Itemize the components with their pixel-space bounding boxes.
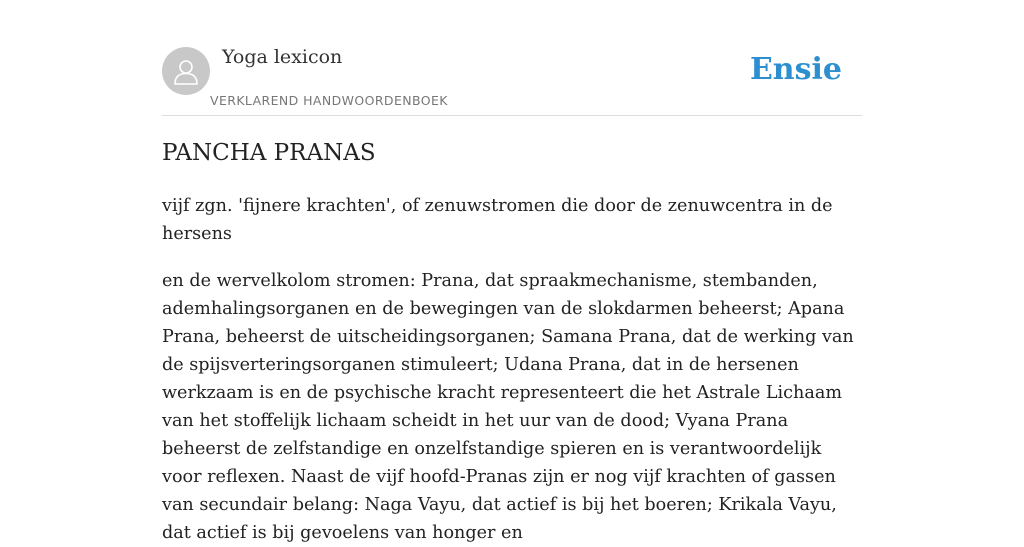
dictionary-title[interactable]: Yoga lexicon [222,46,343,68]
dictionary-header [162,0,862,116]
user-icon [171,56,201,86]
entry-title: PANCHA PRANAS [162,140,376,166]
dictionary-subtitle: VERKLAREND HANDWOORDENBOEK [210,93,448,108]
content-column [162,0,862,543]
dictionary-avatar[interactable] [162,47,210,95]
definition-paragraph: en de wervelkolom stromen: Prana, dat spraakmechanisme, stembanden, ademhalingsorganen en de bewegingen van de slokdarmen beheerst; Apana Prana, beheerst de uitscheidingsorganen; Samana Prana, dat de werking van de spijsverteringsorganen stimuleert; Udana Prana, dat in de hersenen werkzaam is en de psychische kracht representeert die het Astrale Lichaam van het stoffelijk lichaam scheidt in het uur van de dood; Vyana Prana beheerst de zelfstandige en onzelfstandige spieren en is verantwoordelijk voor reflexen. Naast de vijf hoofd-Pranas zijn er nog vijf krachten of gassen van secundair belang: Naga Vayu, dat actief is bij het boeren; Krikala Vayu, dat actief is bij gevoelens van honger en [162,271,854,543]
definition-paragraph: vijf zgn. 'fijnere krachten', of zenuwstromen die door de zenuwcentra in de hersens [162,196,833,244]
brand-logo[interactable]: Ensie [749,52,842,87]
